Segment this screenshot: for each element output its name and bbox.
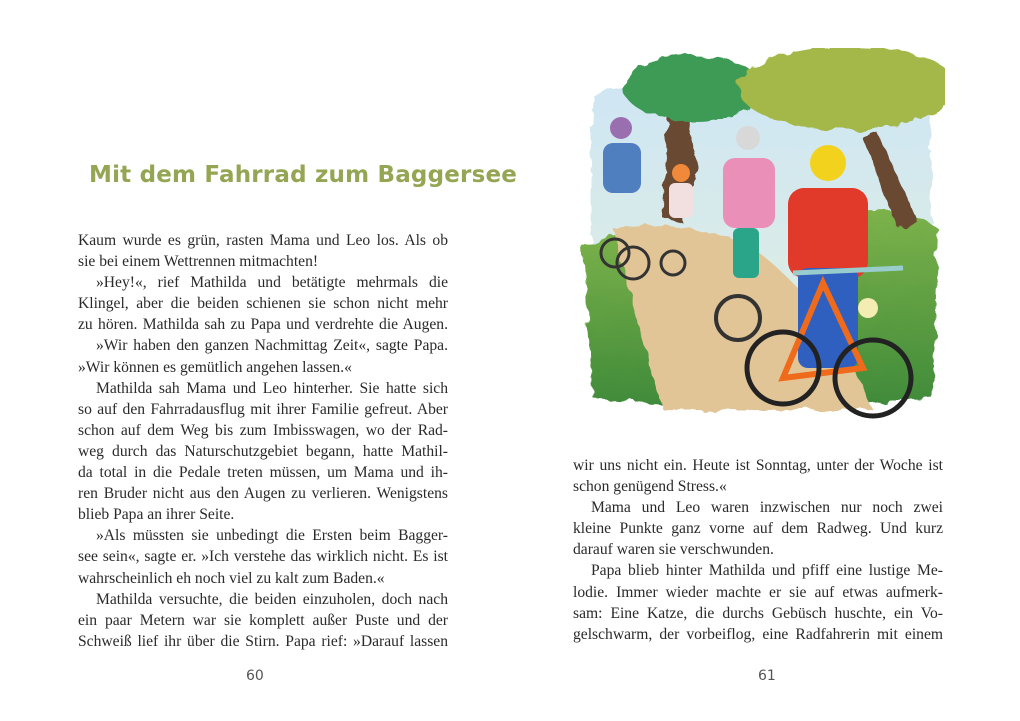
- right-page-text: [573, 455, 943, 645]
- text-line: schon genügend Stress.«: [573, 478, 727, 496]
- text-line: Schweiß lief ihr über die Stirn. Papa rief: »Darauf lassen: [78, 632, 448, 650]
- text-line: ren Bruder nicht aus den Augen zu verlieren. Wenigstens: [78, 485, 448, 503]
- left-page-text: [78, 230, 448, 652]
- text-line: »Hey!«, rief Mathilda und betätigte mehrmals die: [96, 274, 448, 292]
- text-line: wahrscheinlich eh noch viel zu kalt zum Baden.«: [78, 569, 385, 587]
- text-line: wir uns nicht ein. Heute ist Sonntag, unter der Woche ist: [573, 457, 943, 474]
- page-number-left: 60: [246, 668, 264, 684]
- text-line: »Wir haben den ganzen Nachmittag Zeit«, sagte Papa.: [96, 337, 448, 355]
- text-line: so auf den Fahrradausflug mit ihrer Familie gefreut. Aber: [78, 400, 448, 418]
- text-line: schon auf dem Weg bis zum Imbisswagen, wo der Rad-: [78, 421, 448, 439]
- page-number-right: 61: [758, 668, 776, 684]
- family-cycling-illustration: [573, 48, 945, 420]
- text-line: Mama und Leo waren inzwischen nur noch zwei: [591, 499, 943, 517]
- text-line: »Wir können es gemütlich angehen lassen.«: [78, 358, 352, 376]
- text-line: blieb Papa an ihrer Seite.: [78, 506, 235, 524]
- text-line: »Als müssten sie unbedingt die Ersten beim Bagger-: [96, 527, 448, 545]
- text-line: gelschwarm, der vorbeiflog, eine Radfahrerin mit einem: [573, 625, 943, 643]
- text-line: kleine Punkte ganz vorne auf dem Radweg. Und kurz: [573, 520, 943, 538]
- text-line: see sein«, sagte er. »Ich verstehe das wirklich nicht. Es ist: [78, 548, 448, 566]
- text-line: lodie. Immer wieder machte er sie auf etwas aufmerk-: [573, 583, 943, 601]
- text-line: ein paar Metern war sie komplett außer Puste und der: [78, 611, 448, 629]
- text-line: Papa blieb hinter Mathilda und pfiff eine lustige Me-: [591, 562, 943, 580]
- text-line: da total in die Pedale treten müssen, um Mama und ih-: [78, 464, 448, 482]
- text-line: sie bei einem Wettrennen mitmachten!: [78, 253, 319, 271]
- text-line: zu hören. Mathilda sah zu Papa und verdrehte die Augen.: [78, 316, 448, 334]
- text-line: Mathilda versuchte, die beiden einzuholen, doch nach: [96, 590, 448, 608]
- text-line: sam: Eine Katze, die durchs Gebüsch huschte, ein Vo-: [573, 604, 943, 622]
- text-line: darauf waren sie verschwunden.: [573, 541, 774, 559]
- text-line: Mathilda sah Mama und Leo hinterher. Sie hatte sich: [96, 379, 448, 397]
- text-line: Kaum wurde es grün, rasten Mama und Leo los. Als ob: [78, 232, 448, 249]
- text-line: weg durch das Naturschutzgebiet begann, hatte Mathil-: [78, 442, 448, 460]
- chapter-title: Mit dem Fahrrad zum Baggersee: [89, 162, 518, 188]
- text-line: Klingel, aber die beiden schienen sie schon nicht mehr: [78, 295, 448, 313]
